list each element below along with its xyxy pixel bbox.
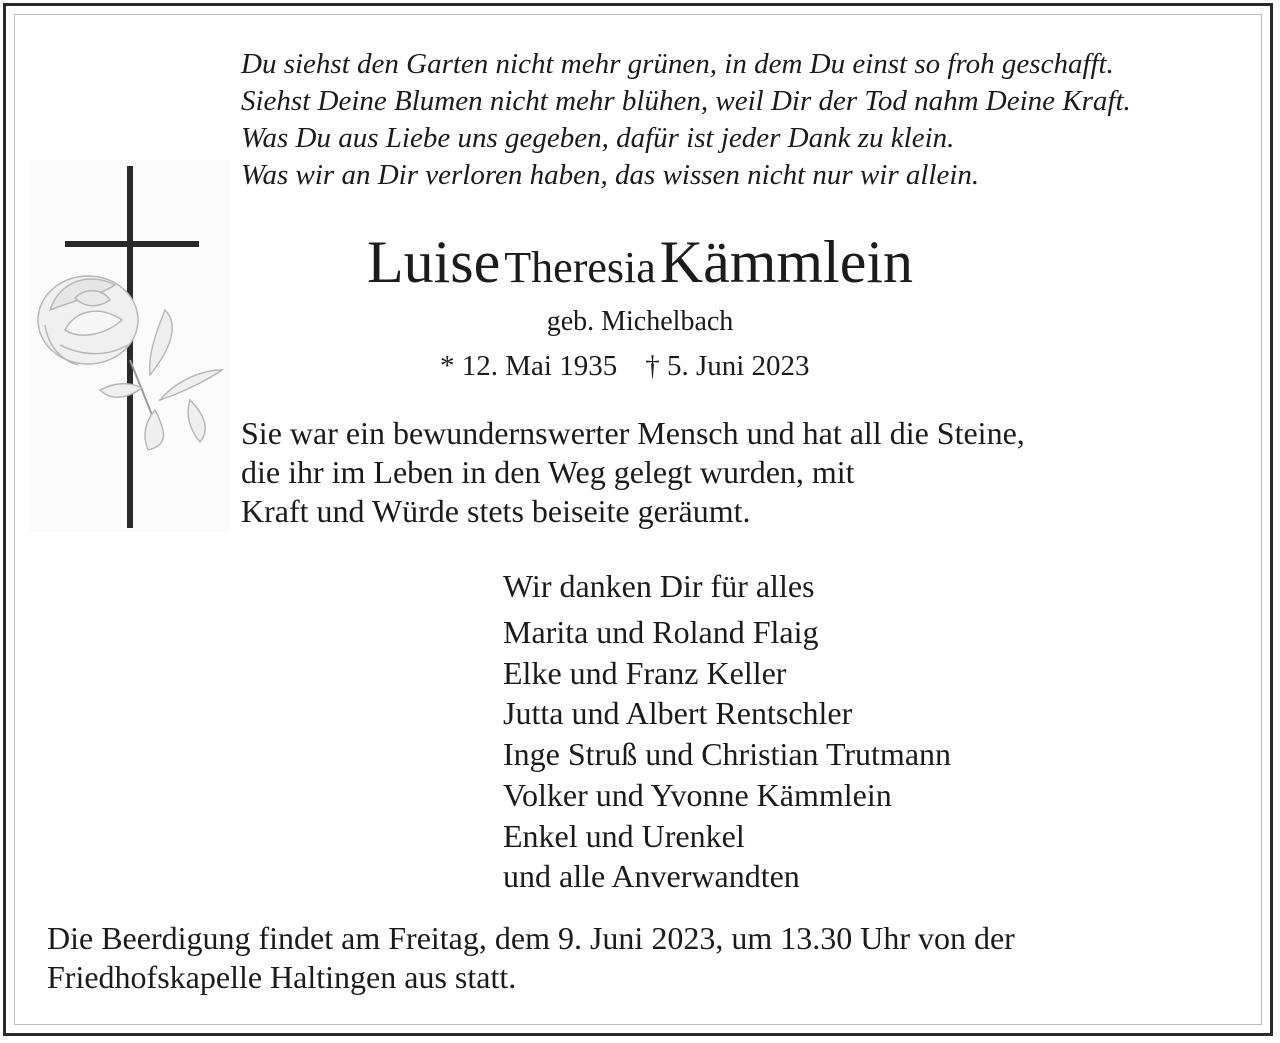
birth-date: * 12. Mai 1935 xyxy=(440,350,618,382)
cross-and-rose-ornament xyxy=(30,160,230,532)
poem-line: Du siehst den Garten nicht mehr grünen, in dem Du einst so froh geschafft. xyxy=(241,48,1114,80)
mourner-name: Elke und Franz Keller xyxy=(503,654,787,691)
poem-line: Was Du aus Liebe uns gegeben, dafür ist jeder Dank zu klein. xyxy=(241,122,955,154)
deceased-name xyxy=(0,228,1280,297)
mourner-name: Inge Struß und Christian Trutmann xyxy=(503,736,952,773)
mourner-name: Enkel und Urenkel xyxy=(503,817,745,854)
middle-name: Theresia xyxy=(504,243,656,292)
death-date: † 5. Juni 2023 xyxy=(645,350,810,382)
memorial-poem xyxy=(241,46,1131,194)
tribute-line: Sie war ein bewundernswerter Mensch und hat all die Steine, xyxy=(241,415,1025,451)
funeral-notice xyxy=(47,919,1015,997)
tribute-line: Kraft und Würde stets beiseite geräumt. xyxy=(241,493,751,529)
tribute-line: die ihr im Leben in den Weg gelegt wurden, mit xyxy=(241,454,855,490)
poem-line: Siehst Deine Blumen nicht mehr blühen, weil Dir der Tod nahm Deine Kraft. xyxy=(241,85,1131,117)
life-dates xyxy=(440,350,810,383)
mourner-name: Jutta und Albert Rentschler xyxy=(503,695,853,732)
mourners-block xyxy=(503,566,951,897)
poem-line: Was wir an Dir verloren haben, das wissen nicht nur wir allein. xyxy=(241,159,980,191)
first-name: Luise xyxy=(366,229,501,295)
funeral-line: Friedhofskapelle Haltingen aus statt. xyxy=(47,959,517,995)
tribute-text xyxy=(241,414,1025,531)
birth-name: geb. Michelbach xyxy=(546,306,734,337)
funeral-line: Die Beerdigung findet am Freitag, dem 9. Juni 2023, um 13.30 Uhr von der xyxy=(47,920,1015,956)
mourner-name: Marita und Roland Flaig xyxy=(503,614,819,650)
mourner-list xyxy=(503,612,951,897)
thanks-line: Wir danken Dir für alles xyxy=(503,568,815,604)
mourner-name: und alle Anverwandten xyxy=(503,858,800,895)
mourner-name: Volker und Yvonne Kämmlein xyxy=(503,776,892,813)
last-name: Kämmlein xyxy=(659,229,914,295)
